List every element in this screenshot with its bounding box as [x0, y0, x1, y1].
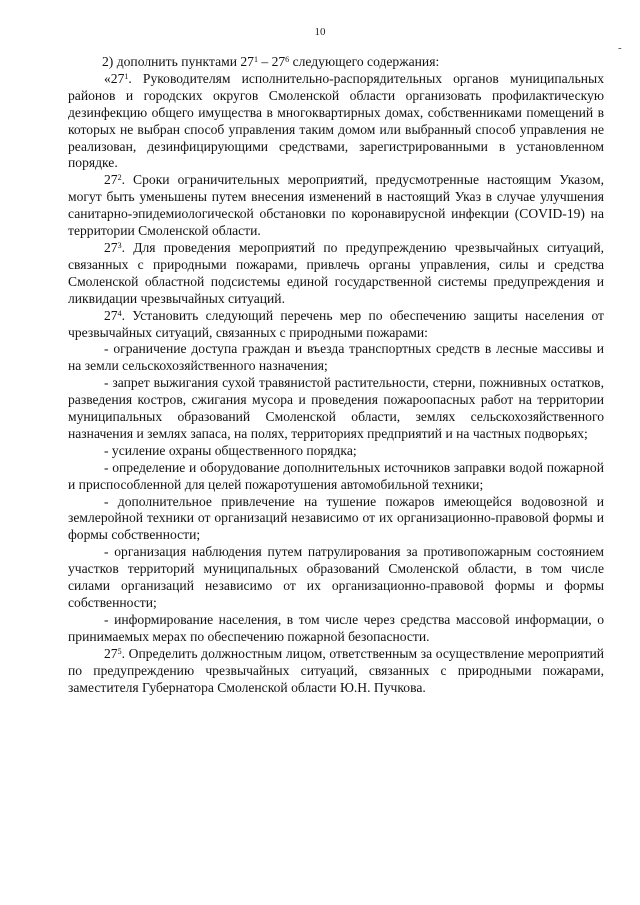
paragraph-text: следующего содержания:	[289, 54, 440, 69]
paragraph-text: 2) дополнить пунктами 27	[102, 54, 254, 69]
paragraph-text: - дополнительное привлечение на тушение пожаров имеющейся водовозной и землеройной техники от организаций независимо от их организационно-правовой формы и формы собственности;	[68, 493, 604, 543]
paragraph-text: . Установить следующий перечень мер по обеспечению защиты населения от чрезвычайных ситуаций, связанных с природными пожарами:	[68, 307, 604, 340]
paragraph-text: - ограничение доступа граждан и въезда транспортных средств в лесные массивы и на земли сельскохозяйственного назначения;	[68, 341, 604, 374]
corner-mark: -	[618, 42, 622, 54]
paragraph	[68, 54, 604, 71]
paragraph-text: «27	[104, 70, 125, 86]
document-body	[68, 54, 604, 696]
paragraph-text: . Для проведения мероприятий по предупреждению чрезвычайных ситуаций, связанных с природными пожарами, привлечь органы управления, силы и средства Смоленской областной подсистемы единой государственной системы предупреждения и ликвидации чрезвычайных ситуаций.	[68, 239, 604, 306]
paragraph	[68, 494, 604, 545]
paragraph	[68, 612, 604, 646]
paragraph	[68, 375, 604, 443]
paragraph	[68, 646, 604, 697]
paragraph-text: 27	[104, 239, 118, 255]
paragraph-text: - определение и оборудование дополнительных источников заправки водой пожарной и приспособленной для целей пожаротушения автомобильной техники;	[68, 459, 604, 492]
paragraph	[68, 443, 604, 460]
paragraph	[68, 71, 604, 172]
paragraph-text: . Руководителям исполнительно-распорядительных органов муниципальных районов и городских округов Смоленской области организовать профилактическую дезинфекцию общего имущества в многоквартирных домах, собственниками помещений в которых не выбран способ управления таким домом или выбранный способ управления не реализован, дезинфицирующими средствами, зарегистрированными в установленном порядке.	[68, 70, 604, 171]
paragraph-text: . Сроки ограничительных мероприятий, предусмотренные настоящим Указом, могут быть уменьшены путем внесения изменений в настоящий Указ в случае улучшения санитарно-эпидемиологической обстановки по коронавирусной инфекции (COVID-19) на территории Смоленской области.	[68, 172, 604, 239]
paragraph-text: - организация наблюдения путем патрулирования за противопожарным состоянием участков территорий муниципальных образований Смоленской области, в том числе силами организаций независимо от их организационно-правовой формы и формы собственности;	[68, 544, 604, 610]
superscript: 3	[117, 240, 122, 250]
paragraph	[68, 172, 604, 240]
paragraph	[68, 341, 604, 375]
superscript: 5	[117, 646, 122, 656]
paragraph-text: – 27	[257, 54, 286, 69]
paragraph	[68, 308, 604, 342]
page-number: 10	[314, 26, 326, 38]
paragraph-text: - информирование населения, в том числе через средства массовой информации, о принимаемых мерах по обеспечению пожарной безопасности.	[68, 611, 604, 644]
paragraph-text: - запрет выжигания сухой травянистой растительности, стерни, пожнивных остатков, разведения костров, сжигания мусора и проведения пожароопасных работ на территории муниципальных образований Смоленской области, землях сельскохозяйственного назначения и землях запаса, на полях, территориях предприятий и на частных подворьях;	[68, 375, 604, 441]
paragraph-text: 27	[104, 645, 118, 661]
paragraph-text: 27	[104, 172, 118, 188]
superscript: 1	[124, 71, 129, 81]
superscript: 2	[117, 173, 122, 183]
paragraph-text: . Определить должностным лицом, ответственным за осуществление мероприятий по предупреждению чрезвычайных ситуаций, связанных с природными пожарами, заместителя Губернатора Смоленской области Ю.Н. Пучкова.	[68, 645, 604, 695]
paragraph-text: 27	[104, 307, 118, 323]
superscript: 4	[117, 308, 122, 318]
superscript: 6	[285, 55, 290, 64]
paragraph	[68, 544, 604, 612]
paragraph-text: - усиление охраны общественного порядка;	[104, 442, 357, 458]
superscript: 1	[253, 55, 258, 64]
paragraph	[68, 460, 604, 494]
paragraph	[68, 240, 604, 308]
